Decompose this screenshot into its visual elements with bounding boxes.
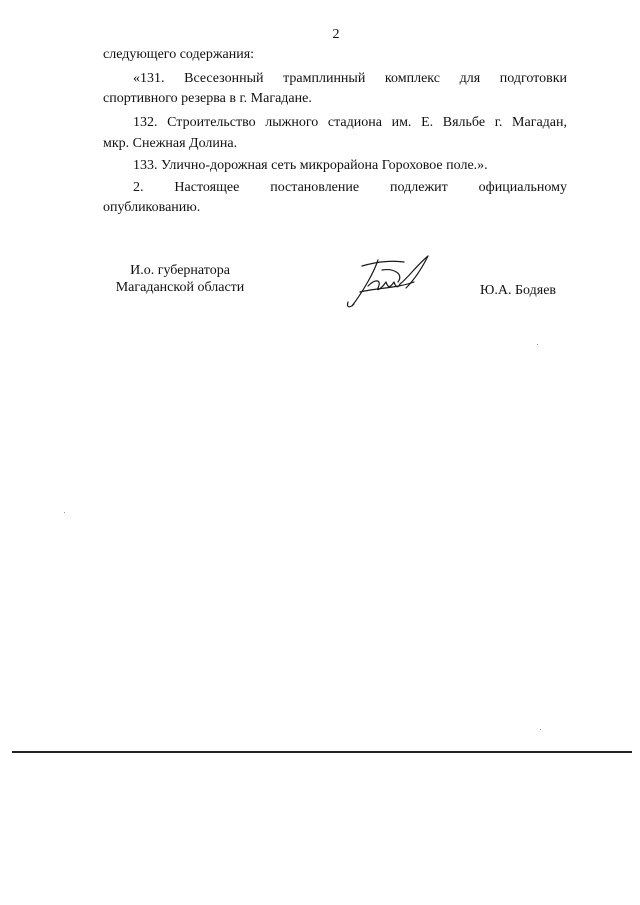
scan-speck (537, 344, 538, 345)
signatory-position-line-2: Магаданской области (115, 280, 245, 295)
scan-speck (64, 512, 65, 513)
clause-2-line-1: 2. Настоящее постановление подлежит официальному (133, 180, 567, 195)
bottom-rule (12, 751, 632, 753)
signatory-position-line-1: И.о. губернатора (130, 263, 230, 278)
intro-line: следующего содержания: (103, 47, 255, 62)
item-132-line-1: 132. Строительство лыжного стадиона им. Е. Вяльбе г. Магадан, (133, 115, 567, 130)
signatory-name: Ю.А. Бодяев (480, 283, 557, 298)
handwritten-signature (342, 252, 438, 310)
item-132-line-2: мкр. Снежная Долина. (103, 136, 238, 151)
item-131-line-1: «131. Всесезонный трамплинный комплекс для подготовки (133, 71, 567, 86)
page-number: 2 (332, 27, 340, 42)
item-133: 133. Улично-дорожная сеть микрорайона Гороховое поле.». (133, 158, 488, 173)
item-131-line-2: спортивного резерва в г. Магадане. (103, 91, 312, 106)
clause-2-line-2: опубликованию. (103, 200, 201, 215)
scan-speck (540, 729, 541, 730)
signatory-position (100, 262, 260, 296)
